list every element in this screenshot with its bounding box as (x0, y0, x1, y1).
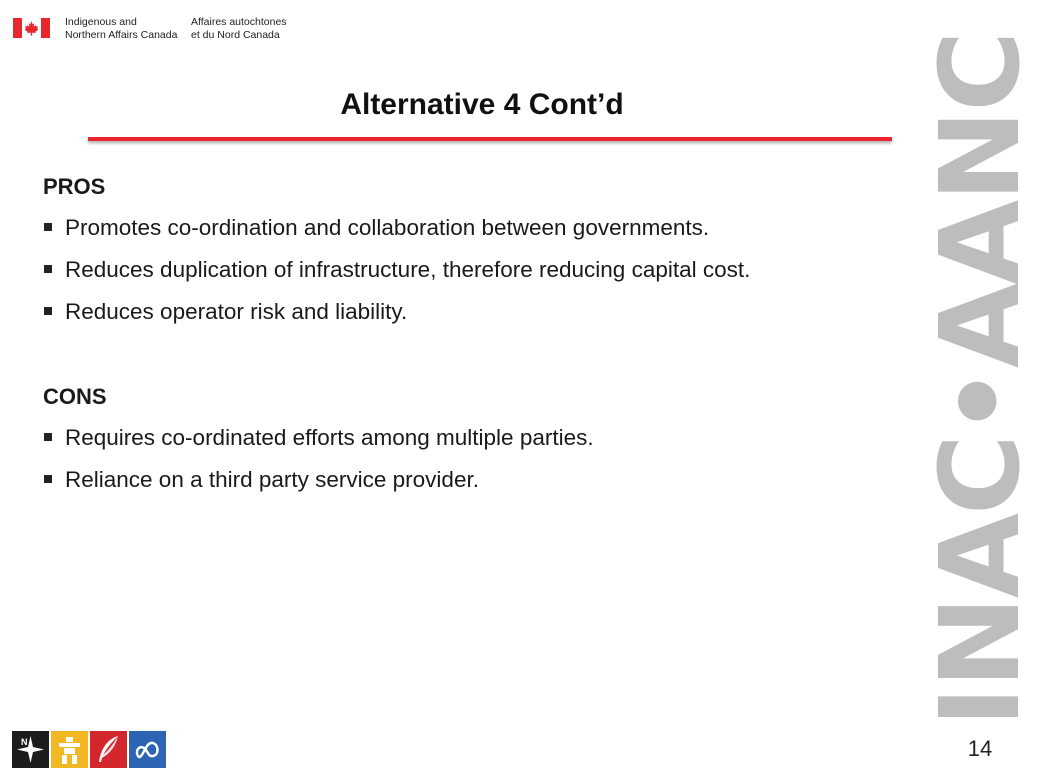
department-name-english (65, 16, 177, 41)
cons-list (43, 423, 594, 507)
pros-list (43, 213, 750, 339)
square-bullet-icon (44, 307, 52, 315)
pros-item (43, 255, 750, 297)
inukshuk-icon (51, 731, 88, 768)
watermark (916, 32, 1044, 728)
pros-heading: PROS (43, 174, 106, 199)
watermark-text: INAC•AANC (916, 32, 1044, 728)
pros-item-text: Promotes co-ordination and collaboration between governments. (65, 215, 710, 240)
square-bullet-icon (44, 265, 52, 273)
pros-item-text: Reduces operator risk and liability. (65, 299, 408, 324)
department-en-line2: Northern Affairs Canada (65, 28, 178, 41)
department-en-line1: Indigenous and (65, 16, 137, 28)
square-bullet-icon (44, 223, 52, 231)
pros-item (43, 297, 750, 339)
page-number: 14 (967, 736, 993, 761)
svg-text:N: N (21, 737, 28, 747)
department-fr-line2: et du Nord Canada (191, 28, 280, 41)
cons-heading: CONS (43, 384, 107, 409)
canada-flag-icon (13, 18, 50, 38)
department-name-french (191, 16, 287, 41)
square-bullet-icon (44, 433, 52, 441)
cons-item (43, 465, 594, 507)
cons-item (43, 423, 594, 465)
title-underline (88, 137, 892, 141)
compass-icon (12, 731, 49, 768)
department-fr-line1: Affaires autochtones (191, 16, 287, 28)
cons-item-text: Requires co-ordinated efforts among multiple parties. (65, 425, 594, 450)
footer-icon-strip (12, 731, 166, 768)
infinity-icon (129, 731, 166, 768)
slide-title: Alternative 4 Cont’d (340, 88, 624, 121)
feather-icon (90, 731, 127, 768)
government-signature (13, 16, 287, 42)
pros-item-text: Reduces duplication of infrastructure, therefore reducing capital cost. (65, 257, 751, 282)
cons-item-text: Reliance on a third party service provider. (65, 467, 479, 492)
pros-item (43, 213, 750, 255)
square-bullet-icon (44, 475, 52, 483)
